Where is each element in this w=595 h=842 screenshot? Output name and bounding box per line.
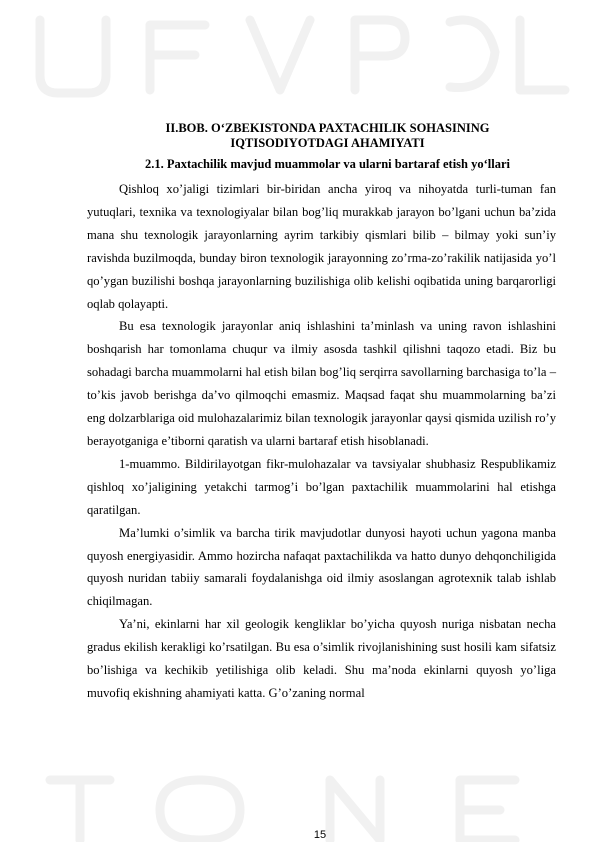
paragraph: Ya’ni, ekinlarni har xil geologik kengliklar bo’yicha quyosh nuriga nisbatan necha gradus ekilish kerakligi ko’rsatilgan. Bu esa o’simlik rivojlanishining sust hosili kam sifatsiz bo’lishiga va kechikib yetilishiga olib keladi. Shu ma’noda ekinlarni quyosh yo’liga muvofiq ekishning ahamiyati katta. G’o’zaning normal [87,617,556,700]
chapter-title [100,121,555,151]
paragraph: 1-muammo. Bildirilayotgan fikr-mulohazalar va tavsiyalar shubhasiz Respublikamiz qishloq xo’jaligining yetakchi tarmog’i bo’lgan paxtachilik muammolarini hal etishga qaratilgan. [87,456,556,517]
paragraph: Qishloq xo’jaligi tizimlari bir-biridan ancha yiroq va nihoyatda turli-tuman fan yutuqlari, texnika va texnologiyalar bilan bog’liq murakkab jarayon bo’lgani uchun ba’zida mana shu texnologik jarayonlarning ayrim tarkibiy qismlari bilib – bilmay yoki sun’iy ravishda buzilmoqda, bunday biron texnologik jarayonning zo’rma-zo’rakilik natijasida yo’l qo’ygan buzilishi boshqa jarayonlarning buzilishiga olib kelishi oqibatida uning barqarorligi oqlab qolayapti. [87,182,556,311]
page-number: 15 [313,829,327,841]
chapter-title-line1: II.BOB. O‘ZBEKISTONDA PAXTACHILIK SOHASINING [165,121,490,135]
section-title: 2.1. Paxtachilik mavjud muammolar va ularni bartaraf etish yo‘llari [144,157,511,171]
paragraph: Bu esa texnologik jarayonlar aniq ishlashini ta’minlash va uning ravon ishlashini boshqarish har tomonlama chuqur va ilmiy asosda tashkil qilishni taqozo etadi. Biz bu sohadagi barcha muammolarni hal etish bilan bog’liq serqirra savollarning barchasiga to’la – to’kis javob berishga da’vo qilmoqchi emasmiz. Maqsad faqat shu muammolarning ba’zi eng dolzarblariga oid mulohazalarimiz bilan texnologik jarayonlar qaysi qismida uzilish ro’y berayotganiga e’tiborni qaratish va ularni bartaraf etish hisoblanadi. [87,319,556,448]
body-text [87,178,556,705]
paragraph: Ma’lumki o’simlik va barcha tirik mavjudotlar dunyosi hayoti uchun yagona manba quyosh energiyasidir. Ammo hozircha nafaqat paxtachilikda va hatto dunyo dehqonchiligida quyosh nuridan tabiiy samarali foydalanishga oid ilmiy asoslangan agrotexnik talab ishlab chiqilmagan. [87,525,556,609]
chapter-title-line2: IQTISODIYOTDAGI AHAMIYATI [230,136,425,150]
